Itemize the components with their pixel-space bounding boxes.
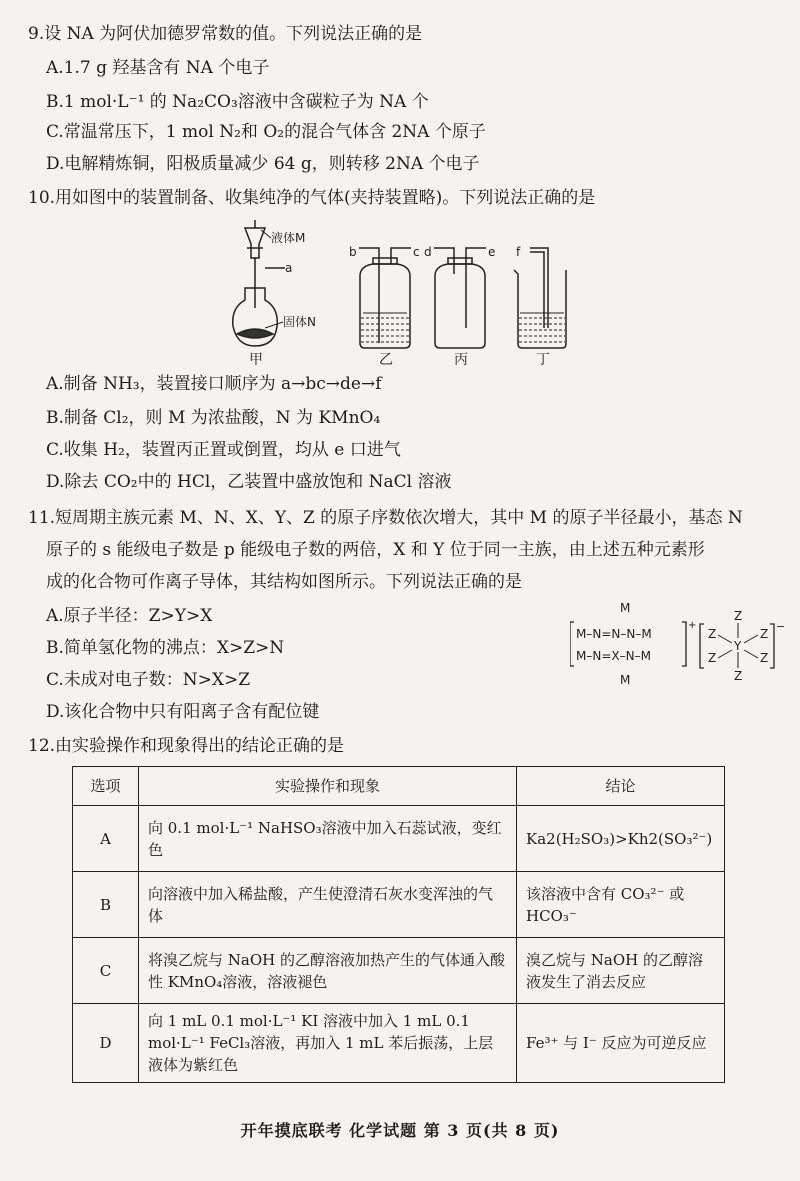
anion-z-left-2: Z (708, 651, 717, 665)
page-footer: 开年摸底联考 化学试题 第 3 页(共 8 页) (240, 1121, 560, 1140)
apparatus-jia (233, 220, 316, 368)
q10-option-b: B.制备 Cl₂，则 M 为浓盐酸，N 为 KMnO₄ (46, 408, 381, 428)
cation-charge: + (688, 620, 697, 631)
row-d-conclusion: Fe³⁺ 与 I⁻ 反应为可逆反应 (517, 1004, 725, 1083)
q9-option-d: D.电解精炼铜，阳极质量减少 64 g，则转移 2NA 个电子 (46, 154, 480, 174)
table-row (73, 872, 725, 938)
apparatus-ding (514, 245, 566, 368)
header-option: 选项 (73, 767, 139, 806)
label-jia: 甲 (249, 352, 263, 368)
table-header-row (73, 767, 725, 806)
anion-z-left-1: Z (708, 627, 717, 641)
label-port-e: e (488, 245, 496, 259)
row-c-conclusion: 溴乙烷与 NaOH 的乙醇溶液发生了消去反应 (517, 938, 725, 1004)
q10-option-a: A.制备 NH₃，装置接口顺序为 a→bc→de→f (46, 374, 382, 394)
row-c-operation: 将溴乙烷与 NaOH 的乙醇溶液加热产生的气体通入酸性 KMnO₄溶液，溶液褪色 (139, 938, 517, 1004)
apparatus-yi (349, 245, 420, 368)
row-a-operation: 向 0.1 mol·L⁻¹ NaHSO₃溶液中加入石蕊试液，变红色 (139, 806, 517, 872)
row-b-conclusion: 该溶液中含有 CO₃²⁻ 或 HCO₃⁻ (517, 872, 725, 938)
anion-charge: − (776, 620, 785, 633)
label-port-a: a (285, 261, 293, 275)
label-ding: 丁 (536, 352, 550, 368)
apparatus-bing (424, 245, 495, 368)
table-row (73, 1004, 725, 1083)
label-port-c: c (413, 245, 420, 259)
q11-option-a: A.原子半径：Z>Y>X (46, 606, 213, 626)
cation-bottom-m: M (620, 673, 631, 687)
q11-stem-line-3: 成的化合物可作离子导体，其结构如图所示。下列说法正确的是 (46, 572, 522, 592)
q10-option-d: D.除去 CO₂中的 HCl，乙装置中盛放饱和 NaCl 溶液 (46, 472, 452, 492)
cation-row-2: M–N=X–N–M (576, 649, 651, 663)
cation-row-1: M–N=N–N–M (576, 627, 652, 641)
q9-option-c: C.常温常压下，1 mol N₂和 O₂的混合气体含 2NA 个原子 (46, 122, 486, 142)
label-solid-n: 固体N (283, 315, 316, 329)
row-c-option: C (73, 938, 139, 1004)
cation-structure (570, 601, 696, 687)
table-row (73, 806, 725, 872)
row-d-operation: 向 1 mL 0.1 mol·L⁻¹ KI 溶液中加入 1 mL 0.1 mol·L⁻¹ FeCl₃溶液，再加入 1 mL 苯后振荡，上层液体为紫红色 (139, 1004, 517, 1083)
q11-option-b: B.简单氢化物的沸点：X>Z>N (46, 638, 285, 658)
q11-stem-line-1: 11.短周期主族元素 M、N、X、Y、Z 的原子序数依次增大，其中 M 的原子半径最小，基态 N (28, 508, 743, 528)
q9-option-b: B.1 mol·L⁻¹ 的 Na₂CO₃溶液中含碳粒子为 NA 个 (46, 92, 429, 112)
q11-option-d: D.该化合物中只有阳离子含有配位键 (46, 702, 320, 722)
label-port-f: f (516, 245, 521, 259)
ionic-structure-figure (570, 600, 785, 690)
label-yi: 乙 (379, 352, 393, 368)
anion-z-right-1: Z (760, 627, 769, 641)
table-row (73, 938, 725, 1004)
q11-stem-line-2: 原子的 s 能级电子数是 p 能级电子数的两倍，X 和 Y 位于同一主族，由上述五种元素形 (46, 540, 705, 560)
header-conclusion: 结论 (517, 767, 725, 806)
anion-structure (700, 609, 785, 683)
anion-z-right-2: Z (760, 651, 769, 665)
row-b-option: B (73, 872, 139, 938)
anion-y-center: Y (734, 639, 742, 653)
label-port-d: d (424, 245, 432, 259)
q10-stem: 10.用如图中的装置制备、收集纯净的气体(夹持装置略)。下列说法正确的是 (28, 188, 596, 208)
label-port-b: b (349, 245, 357, 259)
row-d-option: D (73, 1004, 139, 1083)
q9-stem: 9.设 NA 为阿伏加德罗常数的值。下列说法正确的是 (28, 24, 423, 44)
cation-top-m: M (620, 601, 631, 615)
apparatus-figure (225, 218, 575, 368)
q10-option-c: C.收集 H₂，装置丙正置或倒置，均从 e 口进气 (46, 440, 401, 460)
header-operation: 实验操作和现象 (139, 767, 517, 806)
label-bing: 丙 (454, 352, 468, 368)
q9-option-a: A.1.7 g 羟基含有 NA 个电子 (46, 58, 270, 78)
q11-option-c: C.未成对电子数：N>X>Z (46, 670, 251, 690)
experiment-table (72, 766, 725, 1083)
row-a-conclusion: Ka2(H₂SO₃)>Kh2(SO₃²⁻) (517, 806, 725, 872)
anion-z-bottom: Z (734, 669, 743, 683)
anion-z-top: Z (734, 609, 743, 623)
label-liquid-m: 液体M (271, 231, 306, 245)
row-b-operation: 向溶液中加入稀盐酸，产生使澄清石灰水变浑浊的气体 (139, 872, 517, 938)
row-a-option: A (73, 806, 139, 872)
q12-stem: 12.由实验操作和现象得出的结论正确的是 (28, 736, 345, 756)
